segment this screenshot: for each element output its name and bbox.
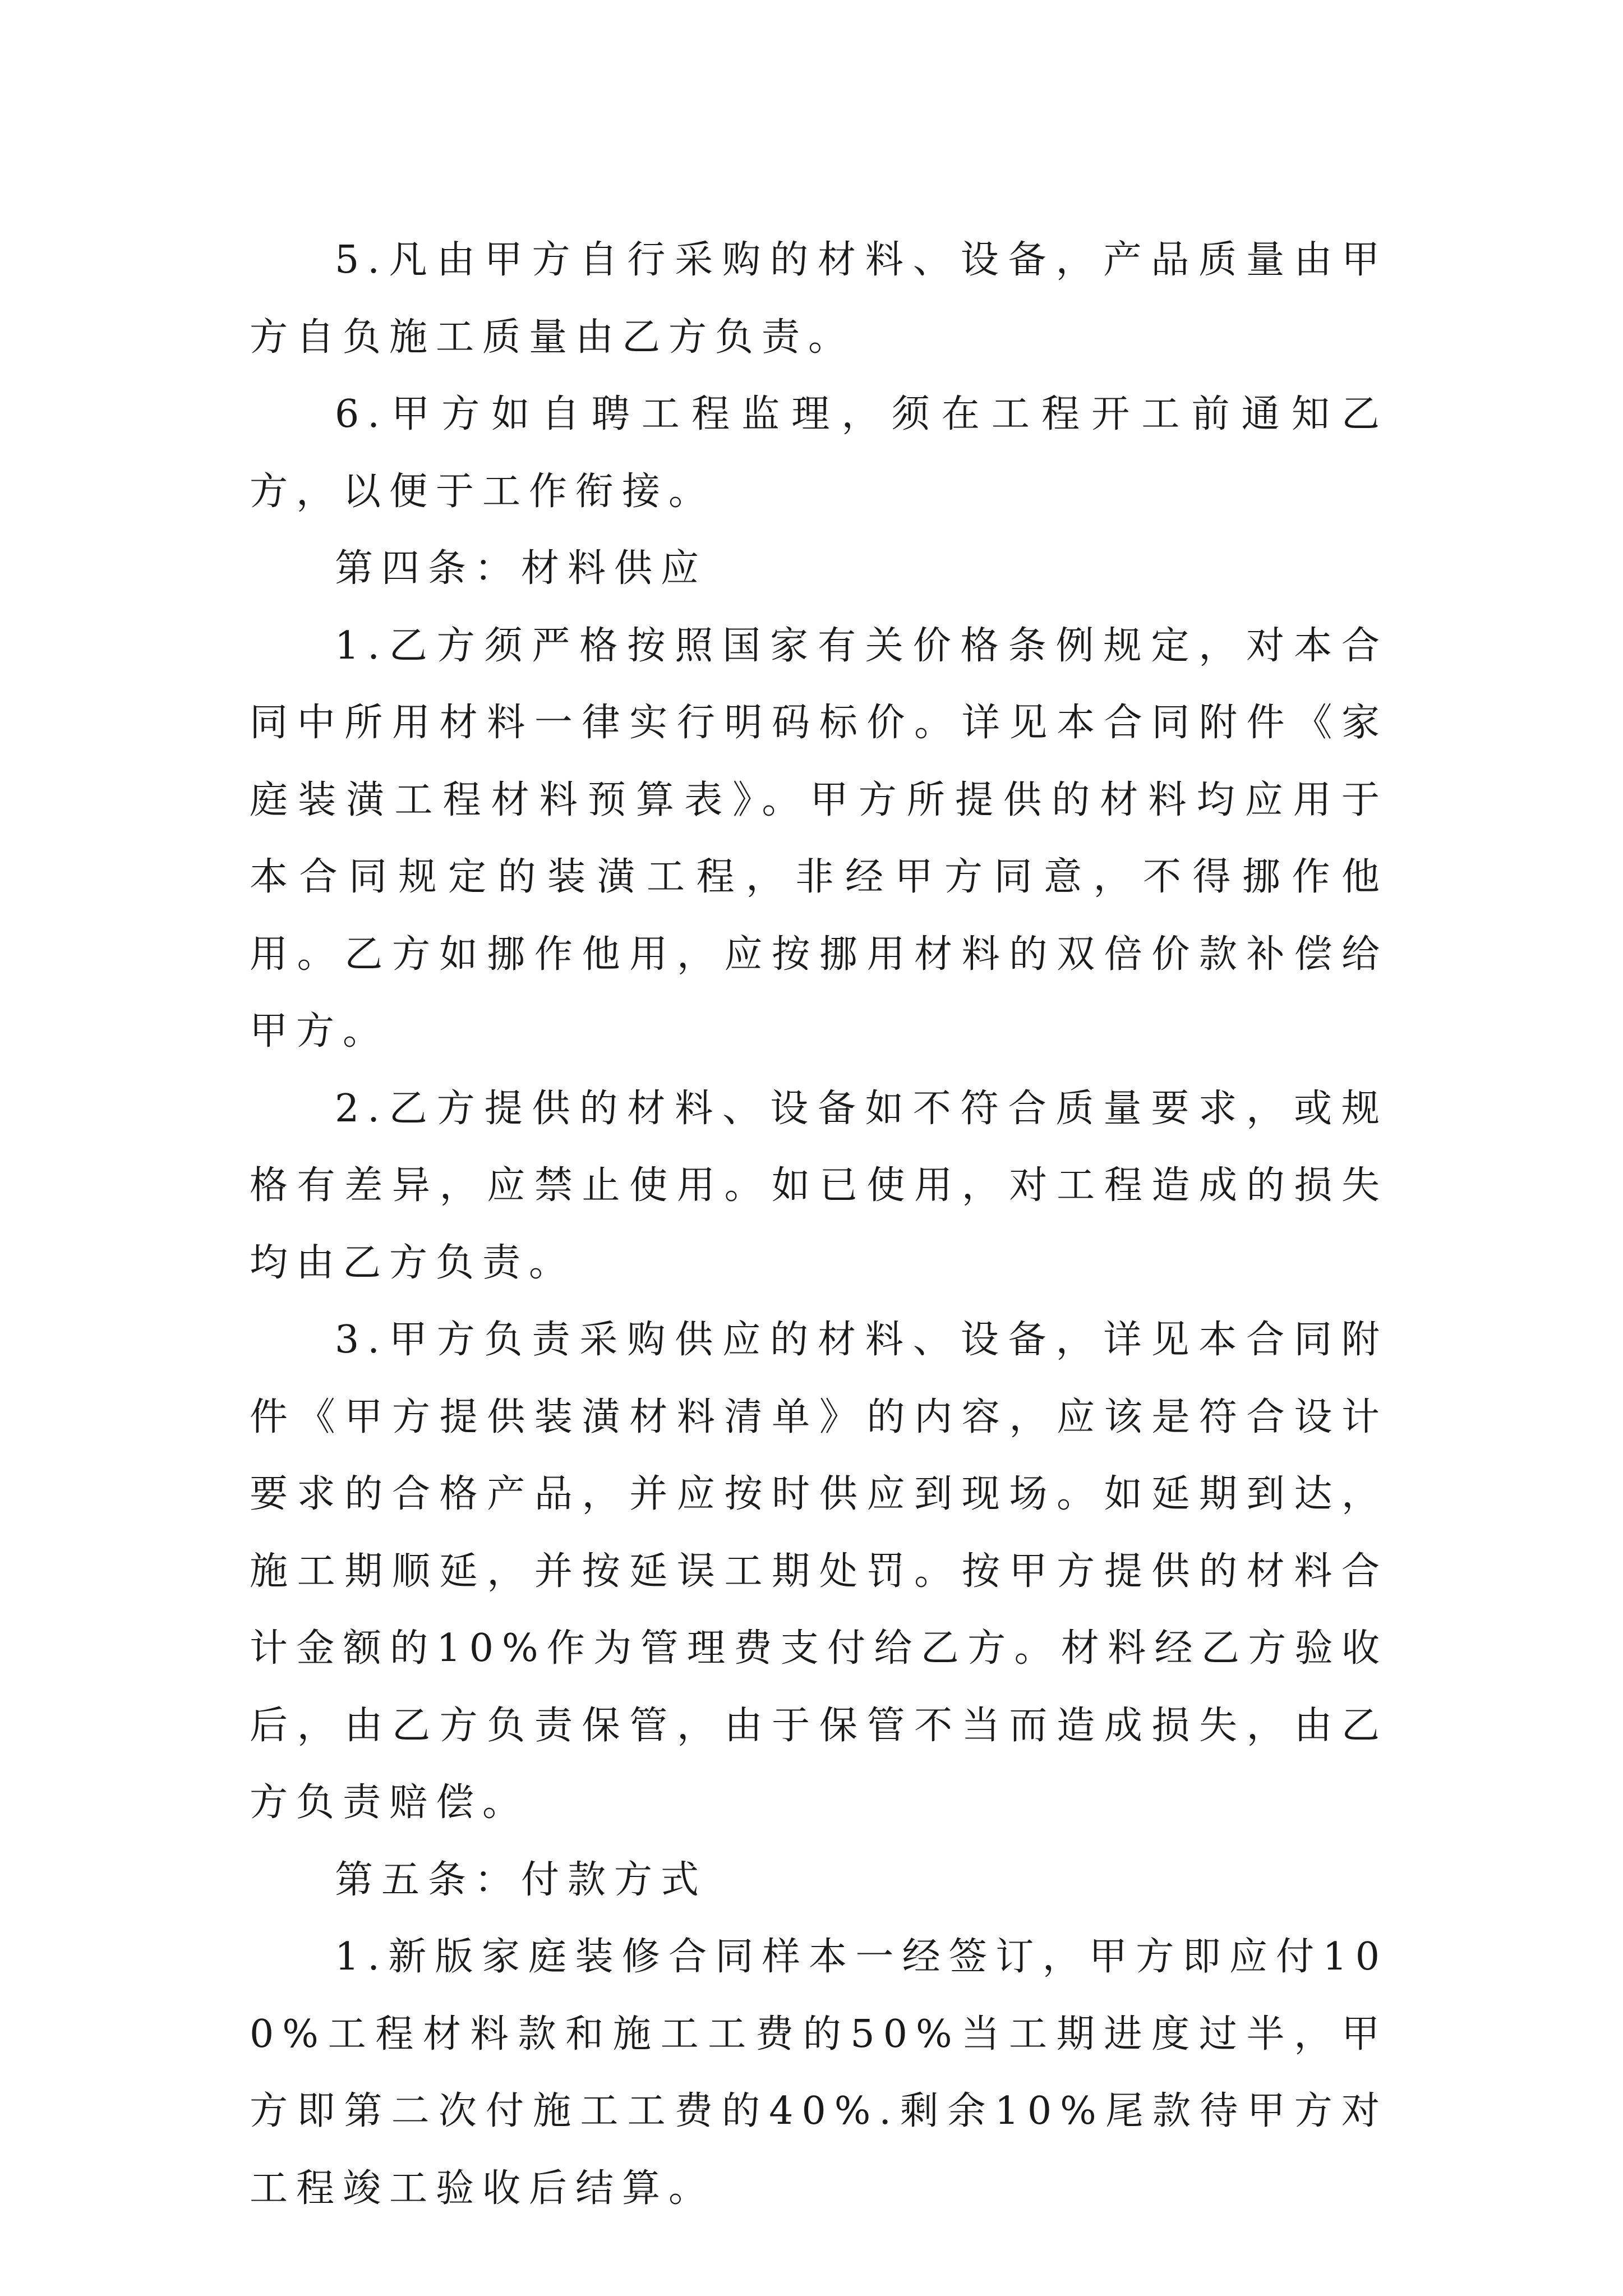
document-body bbox=[250, 222, 1388, 2227]
section-heading-article-5: 第五条：付款方式 bbox=[335, 1857, 708, 1902]
paragraph-clause-4-item-2: 2.乙方提供的材料、设备如不符合质量要求，或规格有差异，应禁止使用。如已使用，对工程造成的损失均由乙方负责。 bbox=[250, 1086, 1388, 1285]
section-heading-article-4: 第四条：材料供应 bbox=[335, 546, 708, 591]
paragraph-clause-4-item-3: 3.甲方负责采购供应的材料、设备，详见本合同附件《甲方提供装潢材料清单》的内容，应该是符合设计要求的合格产品，并应按时供应到现场。如延期到达，施工期顺延，并按延误工期处罚。按甲方提供的材料合计金额的10%作为管理费支付给乙方。材料经乙方验收后，由乙方负责保管，由于保管不当而造成损失，由乙方负责赔偿。 bbox=[250, 1318, 1388, 1825]
paragraph-clause-3-item-5: 5.凡由甲方自行采购的材料、设备，产品质量由甲方自负施工质量由乙方负责。 bbox=[250, 238, 1388, 360]
paragraph-clause-5-item-1: 1.新版家庭装修合同样本一经签订，甲方即应付100%工程材料款和施工工费的50%当工期进度过半，甲方即第二次付施工工费的40%.剩余10%尾款待甲方对工程竣工验收后结算。 bbox=[250, 1935, 1388, 2211]
paragraph-clause-4-item-1: 1.乙方须严格按照国家有关价格条例规定，对本合同中所用材料一律实行明码标价。详见本合同附件《家庭装潢工程材料预算表》。甲方所提供的材料均应用于本合同规定的装潢工程，非经甲方同意，不得挪作他用。乙方如挪作他用，应按挪用材料的双倍价款补偿给甲方。 bbox=[250, 623, 1388, 1053]
paragraph-clause-3-item-6: 6.甲方如自聘工程监理，须在工程开工前通知乙方，以便于工作衔接。 bbox=[250, 392, 1388, 514]
